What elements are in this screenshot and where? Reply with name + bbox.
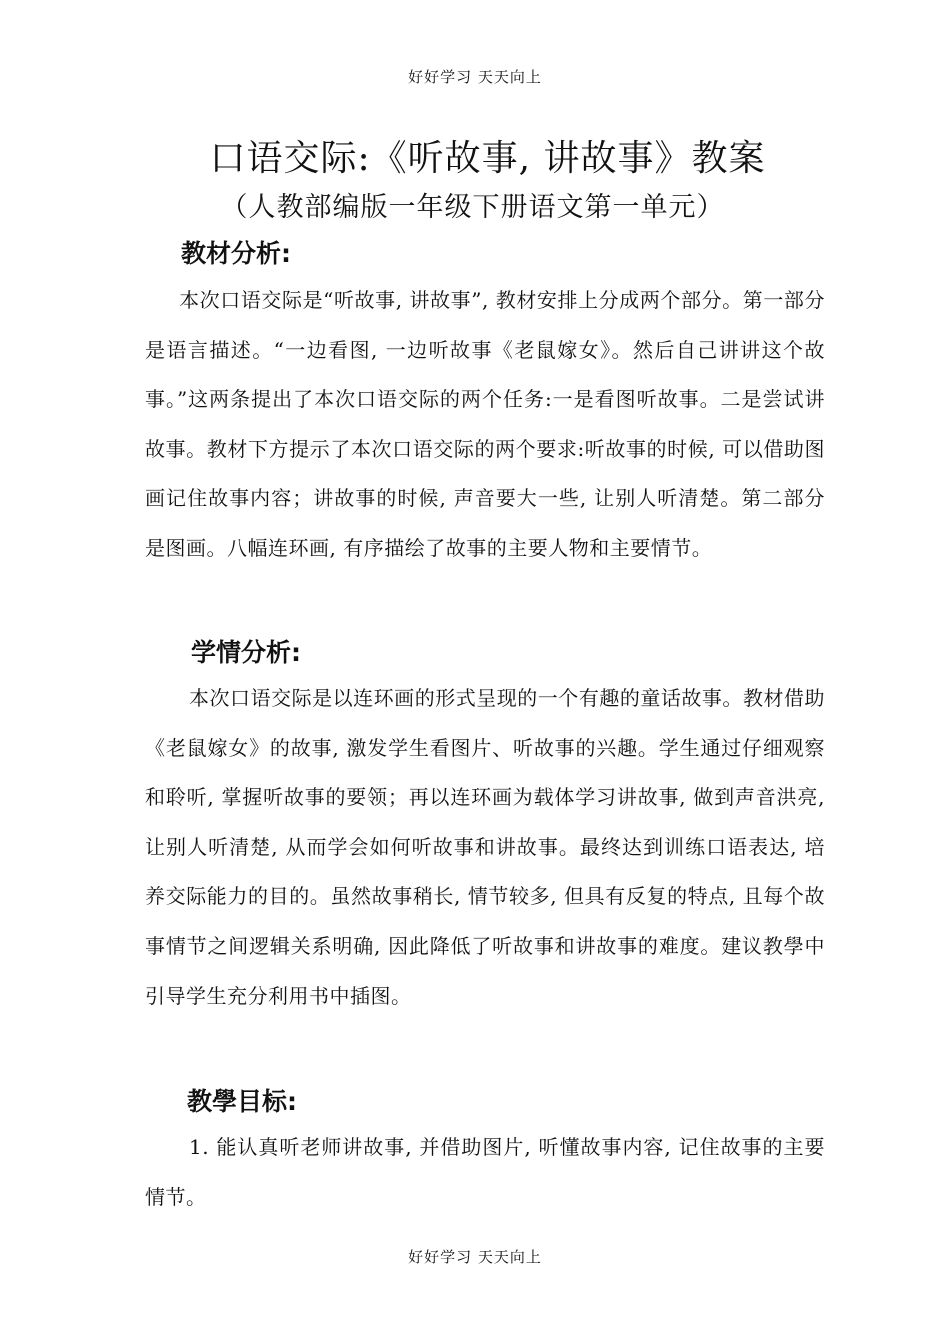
section-body-teaching-goals bbox=[145, 1123, 825, 1222]
document-subtitle: （人教部编版一年级下册语文第一单元） bbox=[220, 192, 725, 223]
section-text: 本次口语交际是以连环画的形式呈现的一个有趣的童话故事。教材借助《老鼠嫁女》的故事, 激发学生看图片、听故事的兴趣。学生通过仔细观察和聆听, 掌握听故事的要领；再以连环画为载体学习讲故事, 做到声音洪亮, 让别人听清楚, 从而学会如何听故事和讲故事。最终达到训练口语表达, 培养交际能力的目的。虽然故事稍长, 情节较多, 但具有反复的特点, 且每个故事情节之间逻辑关系明确, 因此降低了听故事和讲故事的难度。建议教學中引导学生充分利用书中插图。 bbox=[145, 686, 825, 1008]
section-text: 本次口语交际是“听故事, 讲故事”, 教材安排上分成两个部分。第一部分是语言描述。“一边看图, 一边听故事《老鼠嫁女》。然后自己讲讲这个故事。”这两条提出了本次口语交际的两个任务:一是看图听故事。二是尝试讲故事。教材下方提示了本次口语交际的两个要求:听故事的时候, 可以借助图画记住故事内容；讲故事的时候, 声音要大一些, 让别人听清楚。第二部分是图画。八幅连环画, 有序描绘了故事的主要人物和主要情节。 bbox=[145, 288, 825, 560]
section-body-student-analysis bbox=[145, 674, 825, 1021]
section-body-textbook-analysis bbox=[145, 276, 825, 574]
section-heading-teaching-goals: 教學目标: bbox=[187, 1087, 297, 1116]
page-footer: 好好学习 天天向上 bbox=[408, 1248, 542, 1266]
page-header: 好好学习 天天向上 bbox=[408, 68, 542, 86]
goal-item: 1. 能认真听老师讲故事, 并借助图片, 听懂故事内容, 记住故事的主要情节。 bbox=[145, 1135, 825, 1209]
section-heading-student-analysis: 学情分析: bbox=[191, 638, 301, 667]
section-heading-textbook-analysis: 教材分析: bbox=[181, 239, 291, 268]
document-title: 口语交际:《听故事, 讲故事》教案 bbox=[209, 138, 766, 179]
